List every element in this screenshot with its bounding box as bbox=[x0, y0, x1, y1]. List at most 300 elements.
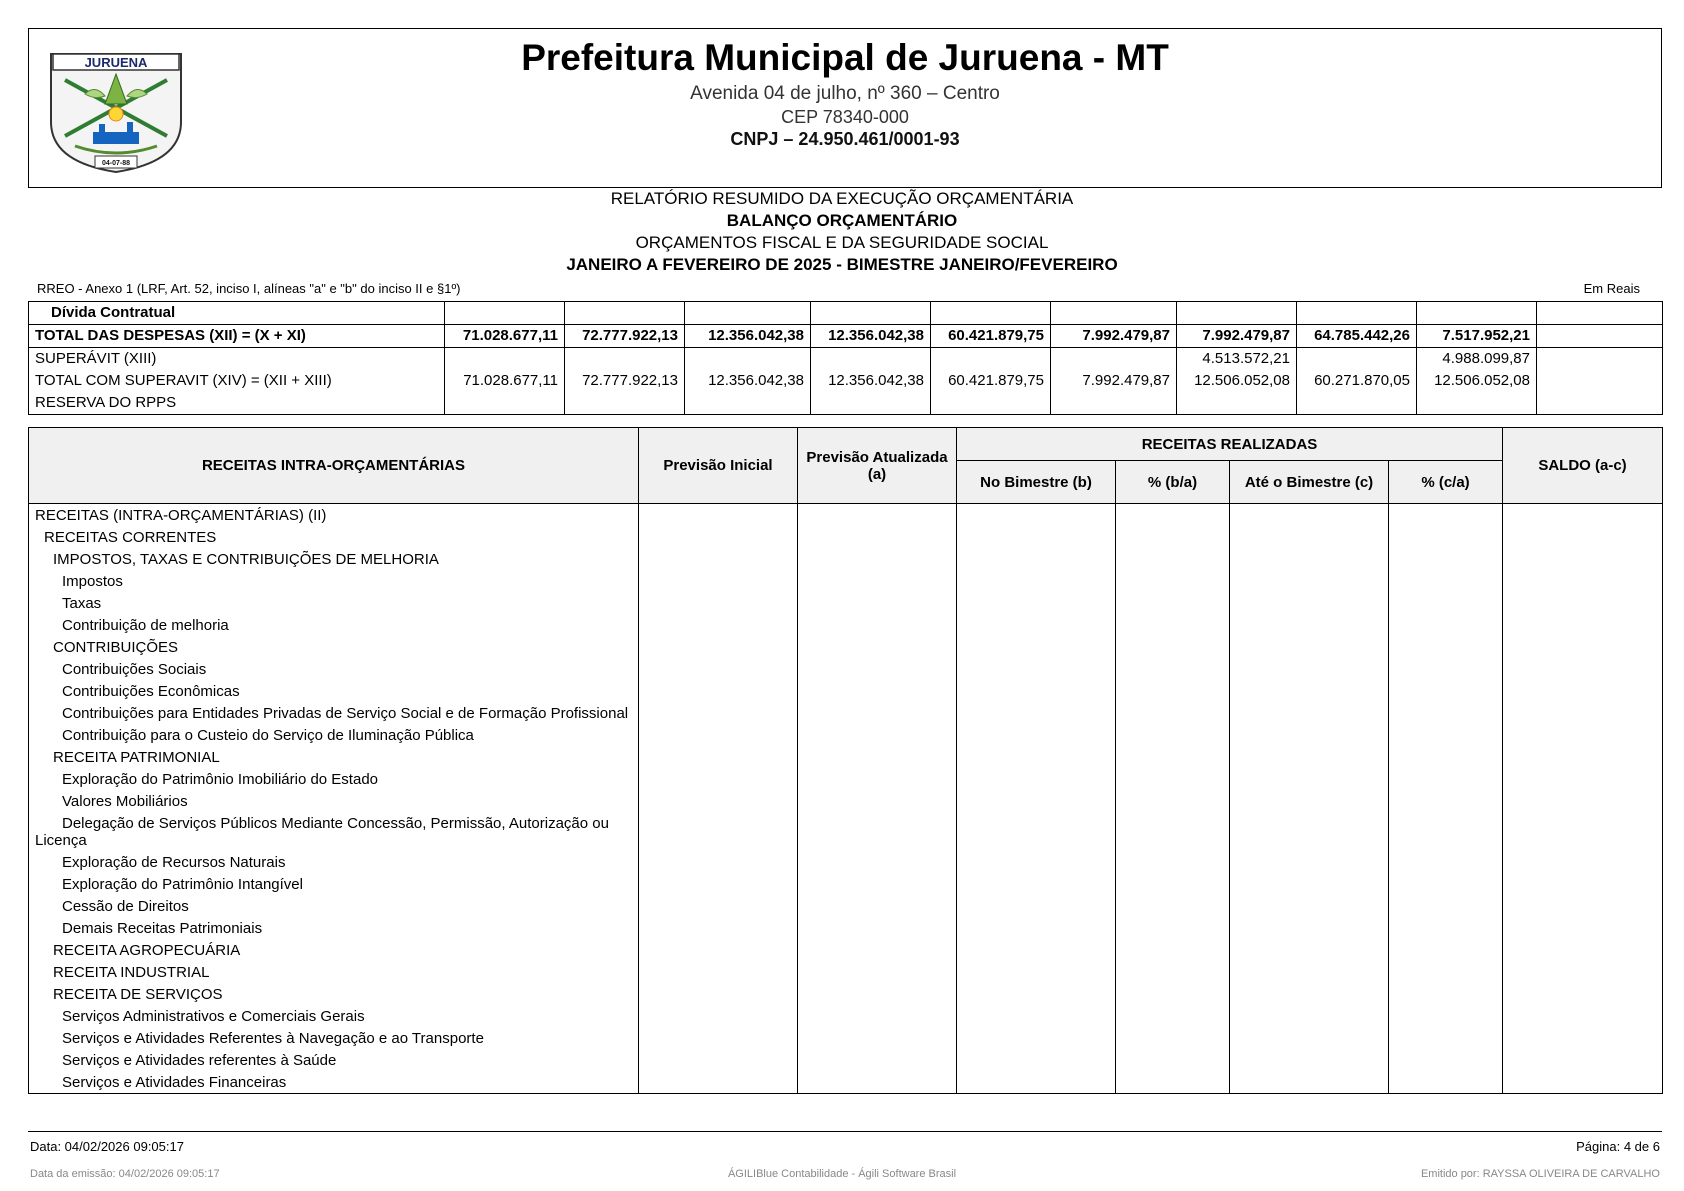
cell-value bbox=[1503, 680, 1663, 702]
cell-value bbox=[639, 917, 798, 939]
cell-value bbox=[931, 302, 1051, 325]
cell-value bbox=[639, 504, 798, 527]
cell-value: 12.356.042,38 bbox=[811, 325, 931, 348]
cell-value bbox=[1389, 895, 1503, 917]
cell-value bbox=[957, 917, 1116, 939]
cell-value bbox=[1389, 746, 1503, 768]
cell-value bbox=[1230, 504, 1389, 527]
report-period: JANEIRO A FEVEREIRO DE 2025 - BIMESTRE JANEIRO/FEVEREIRO bbox=[566, 255, 1118, 274]
cell-value bbox=[798, 724, 957, 746]
cell-value bbox=[798, 1005, 957, 1027]
cell-value bbox=[1177, 302, 1297, 325]
table-row bbox=[29, 614, 1663, 636]
cell-value bbox=[1116, 983, 1230, 1005]
cell-value bbox=[1503, 592, 1663, 614]
footer-emission-date: Data da emissão: 04/02/2026 09:05:17 bbox=[30, 1168, 220, 1180]
row-label: Serviços Administrativos e Comerciais Gerais bbox=[29, 1005, 639, 1027]
cell-value bbox=[1503, 939, 1663, 961]
cnpj: CNPJ – 24.950.461/0001-93 bbox=[730, 129, 960, 149]
units-label: Em Reais bbox=[1583, 281, 1640, 296]
row-label: RECEITAS (INTRA-ORÇAMENTÁRIAS) (II) bbox=[29, 504, 639, 527]
cell-value bbox=[1230, 851, 1389, 873]
cell-value bbox=[1297, 348, 1417, 371]
cell-value bbox=[685, 302, 811, 325]
cell-value bbox=[1116, 592, 1230, 614]
cell-value: 7.992.479,87 bbox=[1177, 325, 1297, 348]
row-label: Taxas bbox=[29, 592, 639, 614]
cell-value bbox=[1116, 636, 1230, 658]
cell-value: 60.421.879,75 bbox=[931, 325, 1051, 348]
cell-value bbox=[639, 526, 798, 548]
cell-value bbox=[1537, 325, 1663, 348]
row-label: RECEITA AGROPECUÁRIA bbox=[29, 939, 639, 961]
table-row bbox=[29, 370, 1663, 392]
row-label: Serviços e Atividades referentes à Saúde bbox=[29, 1049, 639, 1071]
cell-value bbox=[1389, 592, 1503, 614]
cell-value bbox=[1297, 302, 1417, 325]
cell-value bbox=[639, 1005, 798, 1027]
table-row bbox=[29, 895, 1663, 917]
table-row bbox=[29, 873, 1663, 895]
cell-value bbox=[639, 636, 798, 658]
table-row bbox=[29, 570, 1663, 592]
cell-value: 4.988.099,87 bbox=[1417, 348, 1537, 371]
table-row bbox=[29, 658, 1663, 680]
table-row bbox=[29, 348, 1663, 371]
cell-value bbox=[1537, 348, 1663, 371]
cell-value bbox=[1417, 392, 1537, 415]
table-row bbox=[29, 504, 1663, 527]
cell-value bbox=[957, 636, 1116, 658]
cell-value bbox=[1389, 768, 1503, 790]
row-label: RECEITAS CORRENTES bbox=[29, 526, 639, 548]
cell-value bbox=[1389, 812, 1503, 851]
cell-value bbox=[1230, 983, 1389, 1005]
table-row bbox=[29, 392, 1663, 415]
cell-value: 64.785.442,26 bbox=[1297, 325, 1417, 348]
cell-value: 60.421.879,75 bbox=[931, 370, 1051, 392]
cell-value bbox=[957, 1005, 1116, 1027]
report-title-2: BALANÇO ORÇAMENTÁRIO bbox=[726, 211, 958, 230]
cell-value: 12.356.042,38 bbox=[811, 370, 931, 392]
cell-value bbox=[1537, 302, 1663, 325]
cell-value bbox=[1389, 917, 1503, 939]
table-row bbox=[29, 939, 1663, 961]
cell-value bbox=[639, 658, 798, 680]
table-row bbox=[29, 1005, 1663, 1027]
table-row bbox=[29, 790, 1663, 812]
cell-value bbox=[1503, 917, 1663, 939]
cell-value bbox=[1503, 1027, 1663, 1049]
cell-value bbox=[957, 526, 1116, 548]
cell-value bbox=[1230, 939, 1389, 961]
header-box bbox=[28, 28, 1662, 188]
cell-value bbox=[685, 392, 811, 415]
cell-value bbox=[639, 873, 798, 895]
cell-value bbox=[1230, 724, 1389, 746]
cell-value bbox=[1051, 348, 1177, 371]
row-label: SUPERÁVIT (XIII) bbox=[29, 348, 445, 371]
row-label: IMPOSTOS, TAXAS E CONTRIBUIÇÕES DE MELHORIA bbox=[29, 548, 639, 570]
cell-value bbox=[957, 614, 1116, 636]
cell-value: 12.506.052,08 bbox=[1177, 370, 1297, 392]
cell-value bbox=[1116, 548, 1230, 570]
cell-value bbox=[1230, 680, 1389, 702]
cell-value bbox=[1389, 983, 1503, 1005]
cell-value bbox=[1177, 392, 1297, 415]
row-label: Exploração de Recursos Naturais bbox=[29, 851, 639, 873]
cell-value bbox=[1230, 702, 1389, 724]
col-header-ate-bimestre: Até o Bimestre (c) bbox=[1230, 461, 1389, 504]
cell-value bbox=[931, 392, 1051, 415]
cell-value bbox=[1389, 548, 1503, 570]
cell-value bbox=[445, 302, 565, 325]
col-header-no-bimestre: No Bimestre (b) bbox=[957, 461, 1116, 504]
cell-value bbox=[957, 983, 1116, 1005]
table-row bbox=[29, 325, 1663, 348]
cell-value bbox=[798, 548, 957, 570]
cell-value bbox=[639, 1027, 798, 1049]
logo-text: JURUENA bbox=[84, 55, 148, 70]
cell-value: 7.517.952,21 bbox=[1417, 325, 1537, 348]
cell-value bbox=[1389, 636, 1503, 658]
cell-value bbox=[1389, 1071, 1503, 1094]
cell-value bbox=[1116, 768, 1230, 790]
cell-value bbox=[957, 1027, 1116, 1049]
row-label: Contribuição para o Custeio do Serviço de Iluminação Pública bbox=[29, 724, 639, 746]
cell-value bbox=[639, 961, 798, 983]
cell-value bbox=[957, 680, 1116, 702]
cell-value bbox=[798, 983, 957, 1005]
cell-value bbox=[798, 570, 957, 592]
cell-value bbox=[1389, 851, 1503, 873]
report-title-3: ORÇAMENTOS FISCAL E DA SEGURIDADE SOCIAL bbox=[635, 233, 1049, 252]
cell-value bbox=[1389, 961, 1503, 983]
cell-value bbox=[798, 504, 957, 527]
cell-value bbox=[1230, 592, 1389, 614]
cell-value bbox=[639, 548, 798, 570]
cell-value bbox=[1116, 939, 1230, 961]
row-label: Impostos bbox=[29, 570, 639, 592]
cell-value bbox=[1116, 851, 1230, 873]
cell-value bbox=[811, 302, 931, 325]
cell-value bbox=[1503, 570, 1663, 592]
row-label: Contribuições Sociais bbox=[29, 658, 639, 680]
row-label: Delegação de Serviços Públicos Mediante Concessão, Permissão, Autorização ou Licença bbox=[29, 812, 639, 851]
footer-page-number: Página: 4 de 6 bbox=[1576, 1139, 1660, 1154]
cell-value bbox=[1503, 504, 1663, 527]
cell-value bbox=[1389, 1005, 1503, 1027]
row-label: RESERVA DO RPPS bbox=[29, 392, 445, 415]
cell-value bbox=[1503, 702, 1663, 724]
cell-value bbox=[1230, 746, 1389, 768]
cell-value bbox=[1389, 614, 1503, 636]
row-label: Cessão de Direitos bbox=[29, 895, 639, 917]
cell-value bbox=[1116, 917, 1230, 939]
cell-value bbox=[1116, 790, 1230, 812]
cell-value bbox=[1116, 658, 1230, 680]
cell-value bbox=[798, 658, 957, 680]
cell-value: 60.271.870,05 bbox=[1297, 370, 1417, 392]
cep: CEP 78340-000 bbox=[781, 107, 909, 127]
cell-value bbox=[565, 392, 685, 415]
cell-value bbox=[1389, 680, 1503, 702]
cell-value bbox=[957, 1071, 1116, 1094]
cell-value bbox=[1116, 873, 1230, 895]
cell-value bbox=[1230, 1027, 1389, 1049]
cell-value bbox=[1389, 658, 1503, 680]
cell-value bbox=[957, 961, 1116, 983]
cell-value bbox=[1116, 614, 1230, 636]
cell-value bbox=[1116, 746, 1230, 768]
cell-value bbox=[798, 614, 957, 636]
cell-value bbox=[1389, 702, 1503, 724]
cell-value bbox=[798, 746, 957, 768]
row-label: RECEITA INDUSTRIAL bbox=[29, 961, 639, 983]
cell-value bbox=[1389, 939, 1503, 961]
cell-value bbox=[1230, 895, 1389, 917]
cell-value bbox=[798, 1027, 957, 1049]
cell-value bbox=[1503, 746, 1663, 768]
cell-value bbox=[1116, 1027, 1230, 1049]
cell-value bbox=[1051, 392, 1177, 415]
cell-value bbox=[1503, 636, 1663, 658]
cell-value bbox=[1116, 812, 1230, 851]
annex-reference: RREO - Anexo 1 (LRF, Art. 52, inciso I, alíneas "a" e "b" do inciso II e §1º) bbox=[37, 281, 461, 296]
cell-value bbox=[1389, 1049, 1503, 1071]
cell-value bbox=[1230, 917, 1389, 939]
cell-value bbox=[798, 961, 957, 983]
cell-value bbox=[565, 348, 685, 371]
intra-budget-revenue-table bbox=[28, 427, 1663, 1094]
cell-value bbox=[957, 790, 1116, 812]
cell-value bbox=[957, 724, 1116, 746]
footer-software: ÁGILIBlue Contabilidade - Ágili Software Brasil bbox=[727, 1168, 957, 1180]
row-label: Serviços e Atividades Referentes à Navegação e ao Transporte bbox=[29, 1027, 639, 1049]
cell-value bbox=[639, 592, 798, 614]
cell-value bbox=[957, 851, 1116, 873]
table-row bbox=[29, 812, 1663, 851]
cell-value bbox=[1116, 724, 1230, 746]
cell-value bbox=[1230, 1049, 1389, 1071]
footer-date: Data: 04/02/2026 09:05:17 bbox=[30, 1139, 184, 1154]
cell-value bbox=[798, 1071, 957, 1094]
row-label: Serviços e Atividades Financeiras bbox=[29, 1071, 639, 1094]
cell-value bbox=[1503, 790, 1663, 812]
cell-value bbox=[1230, 873, 1389, 895]
cell-value bbox=[1503, 812, 1663, 851]
cell-value bbox=[639, 614, 798, 636]
cell-value bbox=[639, 1071, 798, 1094]
cell-value bbox=[1503, 548, 1663, 570]
cell-value bbox=[639, 746, 798, 768]
cell-value bbox=[1503, 961, 1663, 983]
cell-value bbox=[957, 592, 1116, 614]
cell-value bbox=[798, 526, 957, 548]
cell-value bbox=[1503, 873, 1663, 895]
cell-value bbox=[798, 790, 957, 812]
cell-value bbox=[639, 939, 798, 961]
cell-value bbox=[639, 812, 798, 851]
cell-value bbox=[798, 917, 957, 939]
table-row bbox=[29, 768, 1663, 790]
cell-value bbox=[798, 873, 957, 895]
cell-value bbox=[798, 1049, 957, 1071]
row-label: Contribuição de melhoria bbox=[29, 614, 639, 636]
cell-value bbox=[639, 570, 798, 592]
logo-date: 04-07-88 bbox=[101, 160, 131, 167]
cell-value bbox=[1230, 961, 1389, 983]
row-label: TOTAL COM SUPERAVIT (XIV) = (XII + XIII) bbox=[29, 370, 445, 392]
row-label: Valores Mobiliários bbox=[29, 790, 639, 812]
cell-value bbox=[798, 768, 957, 790]
cell-value bbox=[957, 939, 1116, 961]
cell-value bbox=[798, 895, 957, 917]
cell-value: 7.992.479,87 bbox=[1051, 370, 1177, 392]
cell-value bbox=[957, 702, 1116, 724]
cell-value bbox=[639, 702, 798, 724]
table-row bbox=[29, 724, 1663, 746]
cell-value: 4.513.572,21 bbox=[1177, 348, 1297, 371]
table-row bbox=[29, 592, 1663, 614]
cell-value bbox=[798, 680, 957, 702]
cell-value bbox=[1116, 570, 1230, 592]
footer-divider bbox=[28, 1131, 1662, 1132]
cell-value bbox=[445, 392, 565, 415]
cell-value bbox=[1230, 658, 1389, 680]
cell-value bbox=[798, 851, 957, 873]
cell-value bbox=[639, 768, 798, 790]
table-row bbox=[29, 302, 1663, 325]
cell-value bbox=[565, 302, 685, 325]
cell-value bbox=[1503, 895, 1663, 917]
footer-issued-by: Emitido por: RAYSSA OLIVEIRA DE CARVALHO bbox=[1420, 1168, 1660, 1180]
row-label: CONTRIBUIÇÕES bbox=[29, 636, 639, 658]
cell-value bbox=[1503, 1049, 1663, 1071]
table-row bbox=[29, 1071, 1663, 1094]
cell-value bbox=[1389, 873, 1503, 895]
row-label: Demais Receitas Patrimoniais bbox=[29, 917, 639, 939]
cell-value bbox=[1389, 790, 1503, 812]
page-title: Prefeitura Municipal de Juruena - MT bbox=[521, 37, 1169, 78]
cell-value bbox=[1116, 1071, 1230, 1094]
cell-value bbox=[445, 348, 565, 371]
col-header-receitas-realizadas: RECEITAS REALIZADAS bbox=[957, 428, 1503, 461]
cell-value bbox=[1503, 614, 1663, 636]
cell-value bbox=[1230, 768, 1389, 790]
cell-value bbox=[639, 983, 798, 1005]
report-titles bbox=[0, 188, 1684, 276]
table-row bbox=[29, 851, 1663, 873]
table-row bbox=[29, 526, 1663, 548]
cell-value bbox=[685, 348, 811, 371]
cell-value bbox=[639, 851, 798, 873]
col-header-saldo: SALDO (a-c) bbox=[1503, 428, 1663, 504]
cell-value bbox=[1503, 526, 1663, 548]
table-row bbox=[29, 1049, 1663, 1071]
cell-value bbox=[1503, 724, 1663, 746]
cell-value bbox=[639, 724, 798, 746]
cell-value bbox=[1503, 658, 1663, 680]
report-title-1: RELATÓRIO RESUMIDO DA EXECUÇÃO ORÇAMENTÁRIA bbox=[610, 189, 1074, 208]
cell-value bbox=[639, 1049, 798, 1071]
cell-value bbox=[1389, 526, 1503, 548]
cell-value bbox=[1389, 724, 1503, 746]
cell-value bbox=[1230, 636, 1389, 658]
table-row bbox=[29, 917, 1663, 939]
cell-value bbox=[1417, 302, 1537, 325]
table-row bbox=[29, 548, 1663, 570]
cell-value bbox=[1230, 790, 1389, 812]
cell-value bbox=[931, 348, 1051, 371]
cell-value bbox=[1230, 570, 1389, 592]
table-row bbox=[29, 983, 1663, 1005]
cell-value bbox=[957, 1049, 1116, 1071]
cell-value bbox=[957, 812, 1116, 851]
cell-value: 72.777.922,13 bbox=[565, 370, 685, 392]
table-row bbox=[29, 636, 1663, 658]
cell-value bbox=[957, 746, 1116, 768]
cell-value bbox=[957, 658, 1116, 680]
col-header-pct-ca: % (c/a) bbox=[1389, 461, 1503, 504]
cell-value bbox=[1230, 1005, 1389, 1027]
cell-value bbox=[957, 548, 1116, 570]
cell-value bbox=[957, 570, 1116, 592]
row-label: Contribuições Econômicas bbox=[29, 680, 639, 702]
cell-value bbox=[1503, 1071, 1663, 1094]
cell-value: 71.028.677,11 bbox=[445, 370, 565, 392]
cell-value bbox=[811, 348, 931, 371]
cell-value bbox=[639, 895, 798, 917]
cell-value bbox=[1230, 812, 1389, 851]
cell-value bbox=[1389, 570, 1503, 592]
table-row bbox=[29, 961, 1663, 983]
cell-value bbox=[798, 636, 957, 658]
cell-value bbox=[1537, 370, 1663, 392]
cell-value bbox=[1116, 1049, 1230, 1071]
col-header-previsao-atualizada: Previsão Atualizada (a) bbox=[798, 428, 957, 504]
cell-value bbox=[1116, 895, 1230, 917]
cell-value bbox=[1116, 526, 1230, 548]
table-row bbox=[29, 680, 1663, 702]
cell-value bbox=[1503, 768, 1663, 790]
cell-value: 12.356.042,38 bbox=[685, 325, 811, 348]
cell-value: 72.777.922,13 bbox=[565, 325, 685, 348]
table-row bbox=[29, 746, 1663, 768]
cell-value bbox=[1051, 302, 1177, 325]
cell-value bbox=[1503, 1005, 1663, 1027]
cell-value bbox=[1389, 1027, 1503, 1049]
cell-value bbox=[798, 812, 957, 851]
cell-value: 7.992.479,87 bbox=[1051, 325, 1177, 348]
cell-value bbox=[798, 592, 957, 614]
col-header-previsao-inicial: Previsão Inicial bbox=[639, 428, 798, 504]
table-row bbox=[29, 1027, 1663, 1049]
address: Avenida 04 de julho, nº 360 – Centro bbox=[690, 83, 1000, 104]
cell-value bbox=[1230, 1071, 1389, 1094]
cell-value bbox=[1230, 526, 1389, 548]
cell-value bbox=[1230, 548, 1389, 570]
cell-value bbox=[1503, 851, 1663, 873]
cell-value bbox=[957, 768, 1116, 790]
cell-value bbox=[1297, 392, 1417, 415]
cell-value bbox=[1116, 504, 1230, 527]
revenue-table-body bbox=[29, 504, 1663, 1094]
cell-value bbox=[1230, 614, 1389, 636]
expenses-totals-table bbox=[28, 301, 1663, 415]
cell-value bbox=[1537, 392, 1663, 415]
table-row bbox=[29, 702, 1663, 724]
